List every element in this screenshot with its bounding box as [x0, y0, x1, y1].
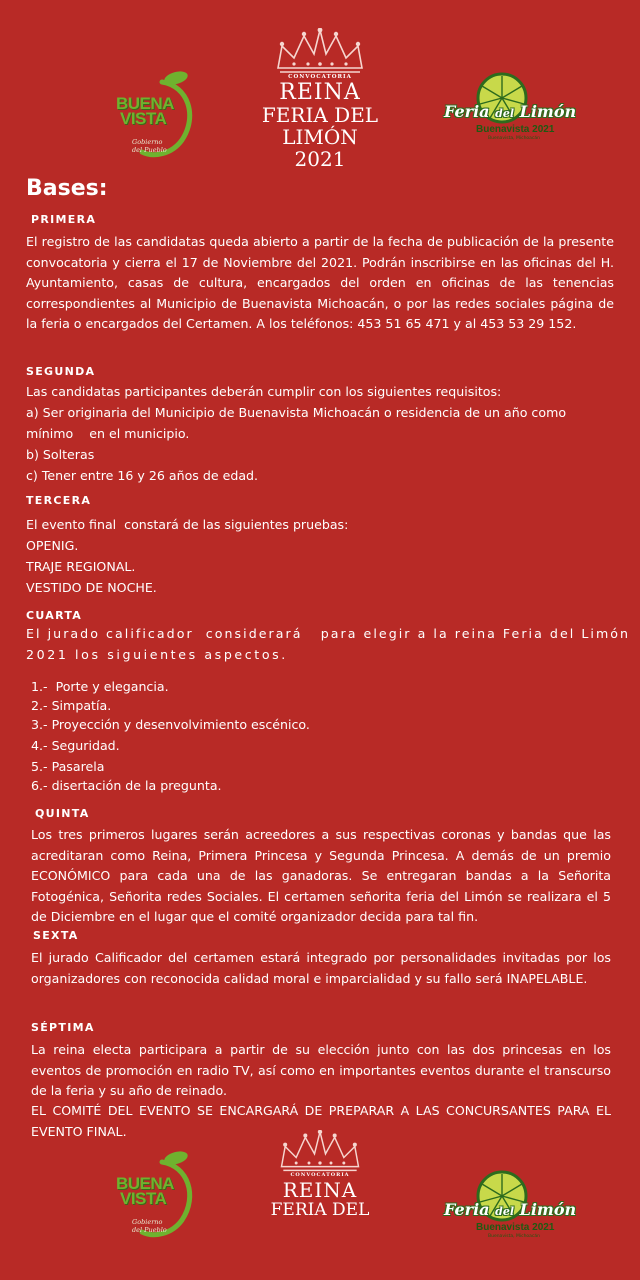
buenavista-sub-line2: del Pueblo: [132, 1226, 167, 1234]
segunda-line: c) Tener entre 16 y 26 años de edad.: [26, 468, 259, 483]
segunda-heading: SEGUNDA: [26, 365, 96, 378]
header-crown-caption: CONVOCATORIA: [288, 74, 352, 80]
cuarta-intro-line2: 2021 los siguientes aspectos.: [26, 647, 288, 662]
buenavista-sub-line2: del Pueblo: [132, 146, 167, 154]
cuarta-item: 4.- Seguridad.: [31, 738, 120, 753]
feria-limon-title: [444, 102, 576, 121]
sexta-heading: SEXTA: [33, 929, 79, 942]
primera-heading: PRIMERA: [31, 213, 97, 226]
del-word: del: [495, 107, 514, 120]
buenavista-name-line1: BUENA: [116, 1174, 174, 1193]
feria-word: Feria: [444, 1200, 490, 1219]
feria-limon-sub: Buenavista 2021: [476, 1222, 555, 1233]
segunda-line: Las candidatas participantes deberán cumplir con los siguientes requisitos:: [26, 384, 502, 399]
buenavista-sub-line1: Gobierno: [132, 1218, 163, 1226]
footer-feria-del: FERIA DEL: [270, 1200, 370, 1220]
header-reina: REINA: [279, 80, 361, 105]
feria-limon-logo-footer: [440, 1170, 577, 1240]
tercera-line: El evento final constará de las siguientes pruebas:: [26, 517, 349, 532]
feria-word: Feria: [444, 102, 490, 121]
cuarta-heading: CUARTA: [26, 609, 83, 622]
segunda-line: a) Ser originaria del Municipio de Buenavista Michoacán o residencia de un año como: [26, 405, 567, 420]
bases-title: Bases:: [26, 176, 108, 201]
limon-word: Limón: [519, 102, 577, 121]
buenavista-name-line1: BUENA: [116, 94, 174, 113]
cuarta-item: 5.- Pasarela: [31, 759, 105, 774]
tercera-line: VESTIDO DE NOCHE.: [26, 580, 157, 595]
cuarta-item: 1.- Porte y elegancia.: [31, 679, 169, 694]
segunda-line: b) Solteras: [26, 447, 95, 462]
quinta-heading: QUINTA: [35, 807, 90, 820]
cuarta-item: 3.- Proyección y desenvolvimiento escénico.: [31, 717, 310, 732]
header-year: 2021: [294, 147, 346, 171]
feria-limon-tiny: Buenavista, Michoacán: [488, 136, 541, 141]
crown-icon: [272, 28, 368, 76]
cuarta-item: 2.- Simpatía.: [31, 698, 112, 713]
feria-limon-logo: [440, 72, 577, 142]
header-feria-del: FERIA DEL: [261, 103, 379, 127]
footer-title-block: [250, 1130, 390, 1220]
footer-reina: REINA: [282, 1178, 358, 1202]
cuarta-intro-line1: El jurado calificador considerará para elegir a la reina Feria del Limón: [26, 626, 631, 641]
segunda-line: mínimo en el municipio.: [26, 426, 190, 441]
septima-closing: EL COMITÉ DEL EVENTO SE ENCARGARÁ DE PREPARAR A LAS CONCURSANTES PARA EL EVENTO FINAL.: [31, 1103, 611, 1139]
buenavista-logo-footer: [110, 1148, 200, 1240]
feria-limon-sub: Buenavista 2021: [476, 124, 555, 135]
primera-text: El registro de las candidatas queda abierto a partir de la fecha de publicación de la presente convocatoria y cierra el 17 de Noviembre del 2021. Podrán inscribirse en las oficinas del H. Ayuntamiento, casas de cultura, encargados del orden en oficinas de las tenencias correspondientes al Municipio de Buenavista Michoacán, o por las redes sociales página de la feria o encargados del Certamen. A los teléfonos: 453 51 65 471 y al 453 53 29 152.: [26, 234, 614, 332]
septima-text: La reina electa participara a partir de su elección junto con las dos princesas en los eventos de promoción en radio TV, así como en importantes eventos durante el transcurso de la feria y su año de reinado.: [31, 1042, 611, 1099]
crown-icon: [276, 1130, 364, 1174]
header-title-block: [240, 28, 400, 176]
header-limon: LIMÓN: [282, 125, 358, 149]
quinta-text: Los tres primeros lugares serán acreedores a sus respectivas coronas y bandas que las acreditaran como Reina, Primera Princesa y Segunda Princesa. A demás de un premio ECONÓMICO para cada una de las ganadoras. Se entregaran bandas a la Señorita Fotogénica, Señorita redes Sociales. El certamen señorita feria del Limón se realizara el 5 de Diciembre en el lugar que el comité organizador decida para tal fin.: [31, 827, 611, 925]
limon-word: Limón: [519, 1200, 577, 1219]
tercera-line: OPENIG.: [26, 538, 79, 553]
del-word: del: [495, 1205, 514, 1218]
cuarta-item: 6.- disertación de la pregunta.: [31, 778, 222, 793]
buenavista-name-line2: VISTA: [120, 109, 167, 128]
feria-limon-title: [444, 1200, 576, 1219]
buenavista-sub-line1: Gobierno: [132, 138, 163, 146]
tercera-heading: TERCERA: [26, 494, 92, 507]
footer-crown-caption: CONVOCATORIA: [290, 1172, 350, 1178]
buenavista-logo: [110, 68, 200, 160]
septima-heading: SÉPTIMA: [31, 1021, 95, 1034]
buenavista-name-line2: VISTA: [120, 1189, 167, 1208]
tercera-line: TRAJE REGIONAL.: [26, 559, 136, 574]
feria-limon-tiny: Buenavista, Michoacán: [488, 1234, 541, 1239]
sexta-text: El jurado Calificador del certamen estará integrado por personalidades invitadas por los organizadores con reconocida calidad moral e imparcialidad y su fallo será INAPELABLE.: [31, 950, 611, 986]
